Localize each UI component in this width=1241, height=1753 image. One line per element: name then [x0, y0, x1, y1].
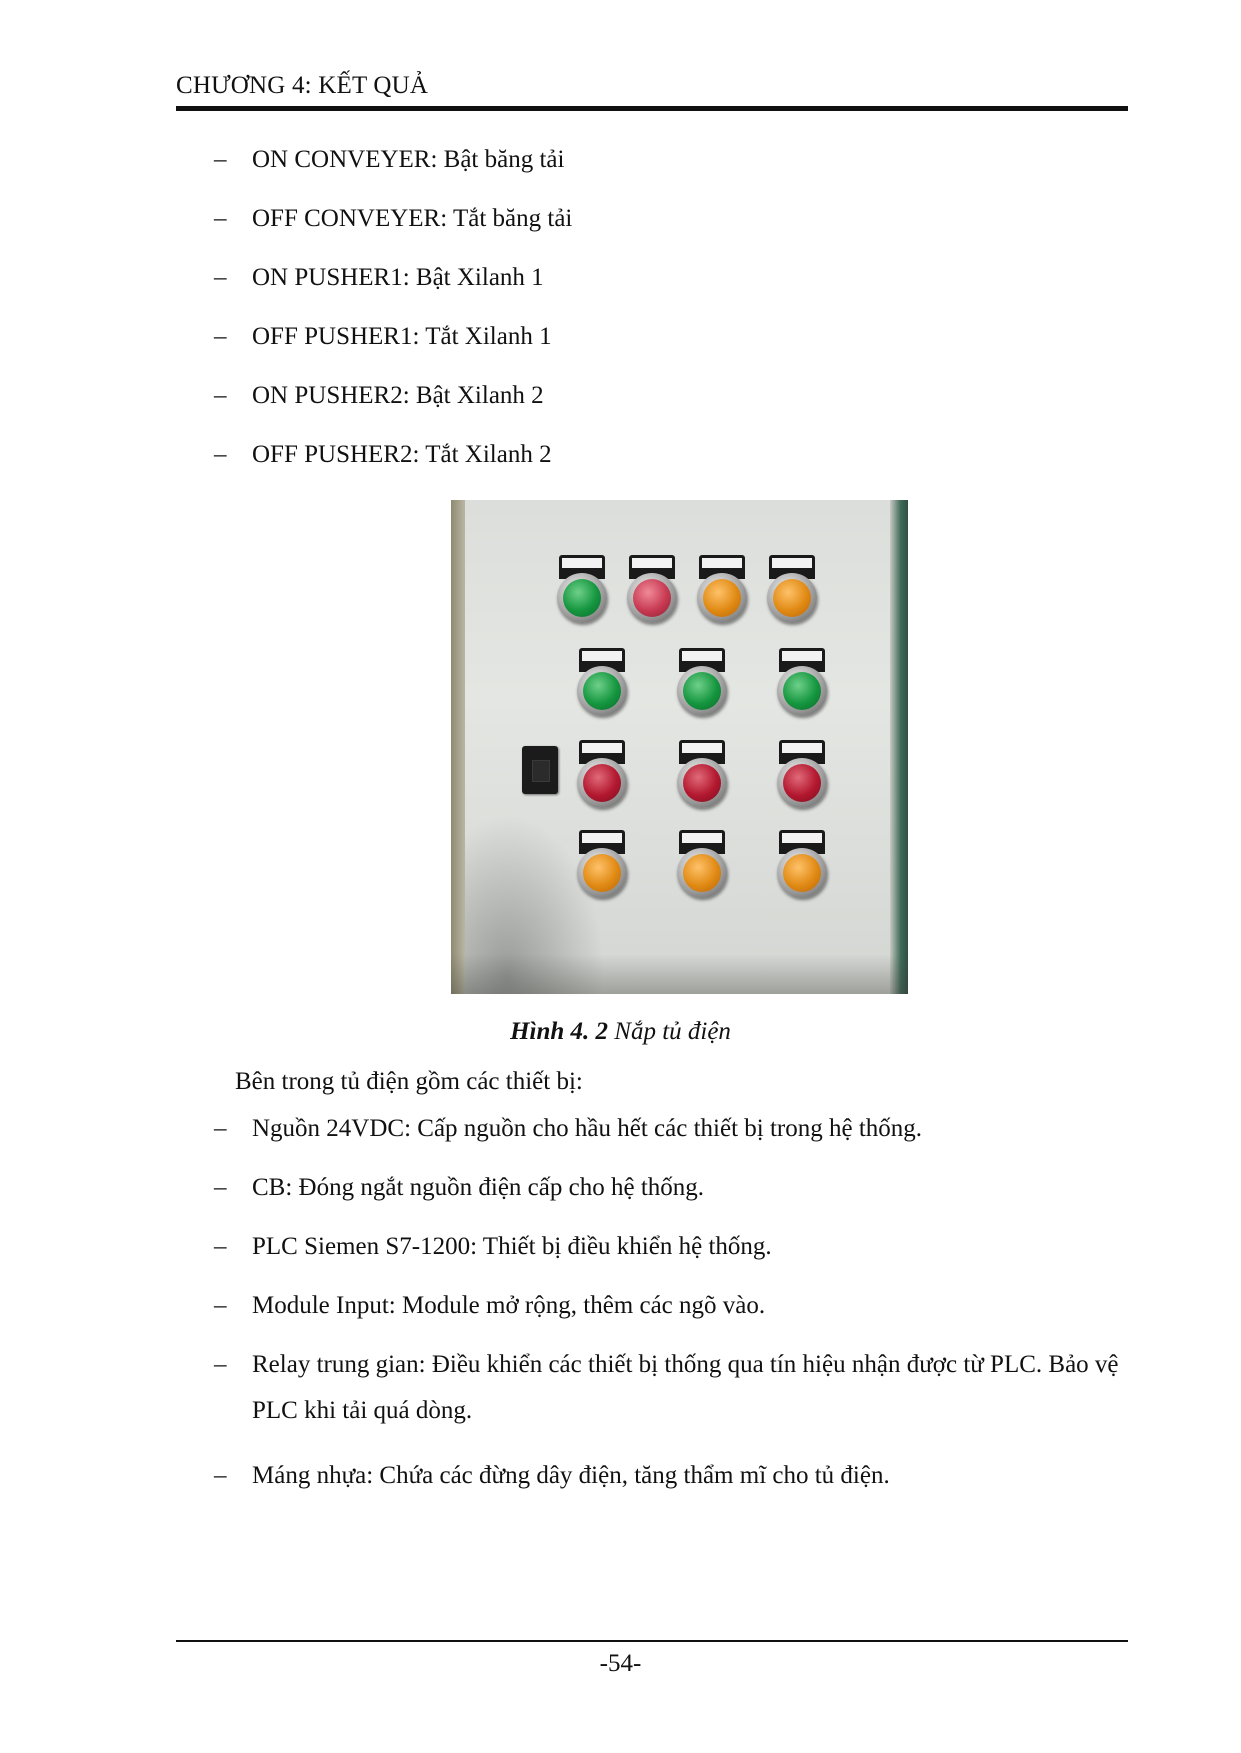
dash-marker: –	[214, 146, 227, 173]
push-button	[677, 830, 727, 900]
dash-marker: –	[214, 1174, 227, 1201]
button-lens	[783, 764, 821, 802]
button-lens	[783, 672, 821, 710]
list-item	[214, 320, 552, 354]
button-label	[772, 558, 812, 568]
intro-paragraph: Bên trong tủ điện gồm các thiết bị:	[235, 1068, 583, 1095]
list-item	[214, 379, 544, 413]
list-item	[214, 1112, 922, 1146]
cabinet-lid-photo	[451, 500, 908, 994]
dash-marker: –	[214, 441, 227, 468]
button-label	[582, 743, 622, 753]
dash-marker: –	[214, 1292, 227, 1319]
button-lens	[683, 854, 721, 892]
button-lens	[563, 579, 601, 617]
push-button	[677, 740, 727, 810]
dash-marker: –	[214, 1233, 227, 1260]
figure-caption	[0, 1018, 1241, 1046]
list-item	[214, 1171, 704, 1205]
button-lens	[583, 672, 621, 710]
button-label	[782, 833, 822, 843]
list-item	[214, 1289, 765, 1323]
photo-right-edge	[890, 500, 908, 994]
list-item-text: ON PUSHER2: Bật Xilanh 2	[252, 382, 544, 409]
list-item	[214, 1459, 890, 1493]
button-label	[782, 743, 822, 753]
list-item-text: Relay trung gian: Điều khiển các thiết bị thống qua tín hiệu nhận được từ PLC. Bảo vệ PLC khi tải quá dòng.	[252, 1351, 1119, 1424]
push-button	[677, 648, 727, 718]
button-lens	[703, 579, 741, 617]
push-button	[777, 740, 827, 810]
page-number: -54-	[599, 1650, 642, 1677]
list-item	[214, 261, 544, 295]
dash-marker: –	[214, 323, 227, 350]
selector-switch	[522, 746, 558, 794]
button-lens	[783, 854, 821, 892]
switch-rocker	[532, 760, 550, 782]
figure-caption-number: Hình 4. 2	[510, 1018, 609, 1045]
push-button	[767, 555, 817, 625]
push-button	[777, 648, 827, 718]
button-label	[562, 558, 602, 568]
button-label	[582, 833, 622, 843]
list-item-text: OFF PUSHER1: Tắt Xilanh 1	[252, 323, 552, 350]
button-label	[702, 558, 742, 568]
button-label	[682, 833, 722, 843]
push-button	[557, 555, 607, 625]
chapter-header: CHƯƠNG 4: KẾT QUẢ	[176, 72, 429, 99]
list-item	[214, 1348, 1132, 1434]
push-button	[777, 830, 827, 900]
dash-marker: –	[214, 1351, 227, 1378]
dash-marker: –	[214, 205, 227, 232]
list-item-text: Nguồn 24VDC: Cấp nguồn cho hầu hết các thiết bị trong hệ thống.	[252, 1115, 923, 1142]
button-label	[682, 743, 722, 753]
button-lens	[683, 764, 721, 802]
list-item	[214, 1230, 772, 1264]
list-item-text: PLC Siemen S7-1200: Thiết bị điều khiển hệ thống.	[252, 1233, 772, 1260]
dash-marker: –	[214, 264, 227, 291]
list-item-text: Máng nhựa: Chứa các đừng dây điện, tăng thẩm mĩ cho tủ điện.	[252, 1462, 890, 1489]
push-button	[577, 648, 627, 718]
footer-rule	[176, 1640, 1128, 1642]
button-lens	[683, 672, 721, 710]
button-lens	[633, 579, 671, 617]
list-item-text: ON PUSHER1: Bật Xilanh 1	[252, 264, 544, 291]
dash-marker: –	[214, 1462, 227, 1489]
button-lens	[773, 579, 811, 617]
list-item-text: Module Input: Module mở rộng, thêm các ngõ vào.	[252, 1292, 766, 1319]
button-lens	[583, 854, 621, 892]
push-button	[577, 830, 627, 900]
list-item-text: ON CONVEYER: Bật băng tải	[252, 146, 565, 173]
button-label	[782, 651, 822, 661]
button-lens	[583, 764, 621, 802]
photo-left-edge	[451, 500, 465, 994]
list-item	[214, 143, 564, 177]
dash-marker: –	[214, 382, 227, 409]
list-item-text: OFF CONVEYER: Tắt băng tải	[252, 205, 573, 232]
photo-bottom-edge	[451, 954, 908, 994]
list-item-text: OFF PUSHER2: Tắt Xilanh 2	[252, 441, 552, 468]
button-label	[632, 558, 672, 568]
list-item	[214, 438, 552, 472]
push-button	[627, 555, 677, 625]
list-item	[214, 202, 572, 236]
button-label	[682, 651, 722, 661]
list-item-text: CB: Đóng ngắt nguồn điện cấp cho hệ thống.	[252, 1174, 705, 1201]
header-rule	[176, 106, 1128, 111]
push-button	[697, 555, 747, 625]
push-button	[577, 740, 627, 810]
dash-marker: –	[214, 1115, 227, 1142]
button-label	[582, 651, 622, 661]
figure-caption-text: Nắp tủ điện	[614, 1018, 731, 1045]
